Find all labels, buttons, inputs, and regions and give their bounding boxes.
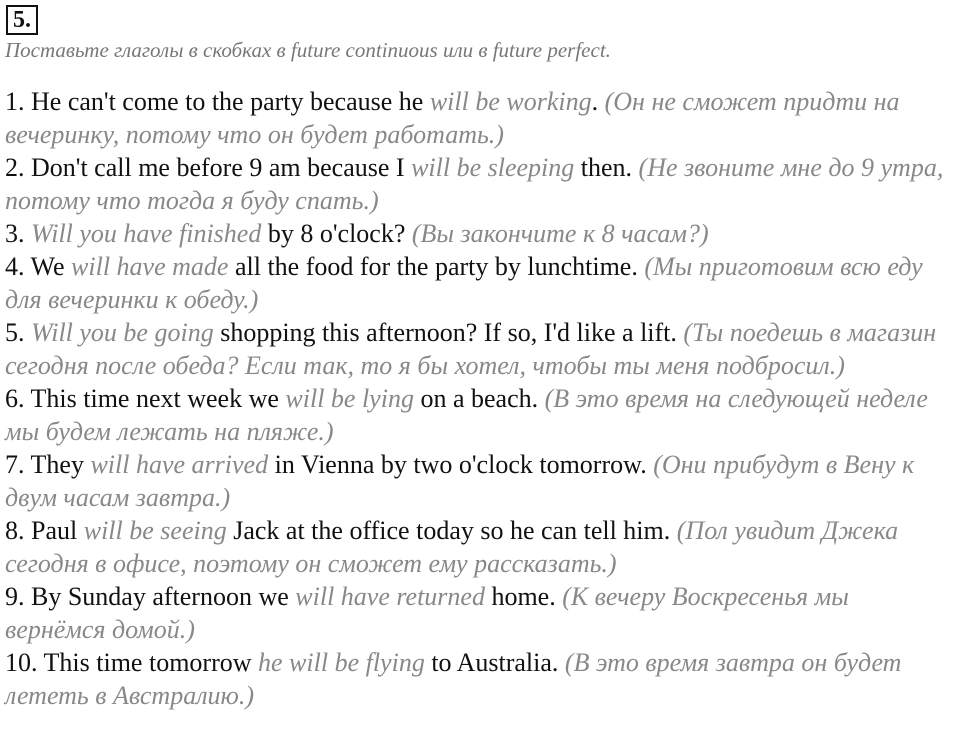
exercise-instruction: Поставьте глаголы в скобках в future continuous или в future perfect. bbox=[5, 38, 611, 62]
item-text-after: in Vienna by two o'clock tomorrow. bbox=[268, 450, 654, 479]
item-translation: (Не звоните мне до 9 утра, потому что тогда я буду спать.) bbox=[5, 153, 944, 215]
item-answer: Will you be going bbox=[31, 318, 214, 347]
item-translation: (Вы закончите к 8 часам?) bbox=[411, 219, 709, 248]
item-answer: he will be flying bbox=[258, 648, 425, 677]
item-translation: (Мы приготовим всю еду для вечеринки к обеду.) bbox=[5, 252, 923, 314]
item-number: 4. bbox=[5, 252, 31, 281]
item-translation: (Они прибудут в Вену к двум часам завтра.) bbox=[5, 450, 915, 512]
item-number: 1. bbox=[5, 87, 31, 116]
exercise-item-1 bbox=[5, 85, 950, 151]
exercise-item-8 bbox=[5, 514, 950, 580]
item-answer: will have returned bbox=[295, 582, 485, 611]
item-text-after: . bbox=[591, 87, 605, 116]
exercise-item-9 bbox=[5, 580, 950, 646]
item-answer: Will you have finished bbox=[31, 219, 262, 248]
item-answer: will be seeing bbox=[83, 516, 227, 545]
item-number: 2. bbox=[5, 153, 31, 182]
item-text-before: He can't come to the party because he bbox=[31, 87, 430, 116]
exercise-item-3 bbox=[5, 217, 950, 250]
item-answer: will be lying bbox=[285, 384, 414, 413]
item-text-after: to Australia. bbox=[424, 648, 565, 677]
item-text-before: By Sunday afternoon we bbox=[31, 582, 296, 611]
item-answer: will be sleeping bbox=[411, 153, 575, 182]
exercise-item-4 bbox=[5, 250, 950, 316]
item-text-before: This time tomorrow bbox=[43, 648, 259, 677]
item-text-after: by 8 o'clock? bbox=[261, 219, 412, 248]
item-number: 10. bbox=[5, 648, 44, 677]
item-number: 6. bbox=[5, 384, 31, 413]
item-text-after: Jack at the office today so he can tell him. bbox=[226, 516, 677, 545]
item-translation: (Пол увидит Джека сегодня в офисе, поэтому он сможет ему рассказать.) bbox=[5, 516, 899, 578]
item-text-after: home. bbox=[484, 582, 563, 611]
exercise-item-2 bbox=[5, 151, 950, 217]
item-text-after: on a beach. bbox=[413, 384, 545, 413]
item-answer: will have made bbox=[71, 252, 229, 281]
item-number: 3. bbox=[5, 219, 31, 248]
item-answer: will be working bbox=[429, 87, 592, 116]
item-translation: (Ты поедешь в магазин сегодня после обеда? Если так, то я бы хотел, чтобы ты меня подбросил.) bbox=[5, 318, 937, 380]
exercise-item-7 bbox=[5, 448, 950, 514]
item-translation: (К вечеру Воскресенья мы вернёмся домой.) bbox=[5, 582, 849, 644]
item-text-before: This time next week we bbox=[30, 384, 286, 413]
item-translation: (Он не сможет придти на вечеринку, потому что он будет работать.) bbox=[5, 87, 900, 149]
item-number: 9. bbox=[5, 582, 31, 611]
item-text-after: then. bbox=[574, 153, 639, 182]
exercise-items bbox=[5, 85, 950, 712]
item-text-after: shopping this afternoon? If so, I'd like a lift. bbox=[213, 318, 684, 347]
item-text-before: They bbox=[30, 450, 91, 479]
item-number: 5. bbox=[5, 318, 31, 347]
item-text-before: Don't call me before 9 am because I bbox=[31, 153, 412, 182]
exercise-item-5 bbox=[5, 316, 950, 382]
item-text-after: all the food for the party by lunchtime. bbox=[228, 252, 645, 281]
item-translation: (В это время на следующей неделе мы будем лежать на пляже.) bbox=[5, 384, 928, 446]
item-text-before: We bbox=[30, 252, 72, 281]
exercise-item-6 bbox=[5, 382, 950, 448]
item-answer: will have arrived bbox=[90, 450, 269, 479]
item-number: 7. bbox=[5, 450, 31, 479]
exercise-item-10 bbox=[5, 646, 950, 712]
item-number: 8. bbox=[5, 516, 31, 545]
exercise-number: 5. bbox=[6, 5, 38, 35]
item-text-before: Paul bbox=[31, 516, 84, 545]
item-translation: (В это время завтра он будет лететь в Австралию.) bbox=[5, 648, 902, 710]
